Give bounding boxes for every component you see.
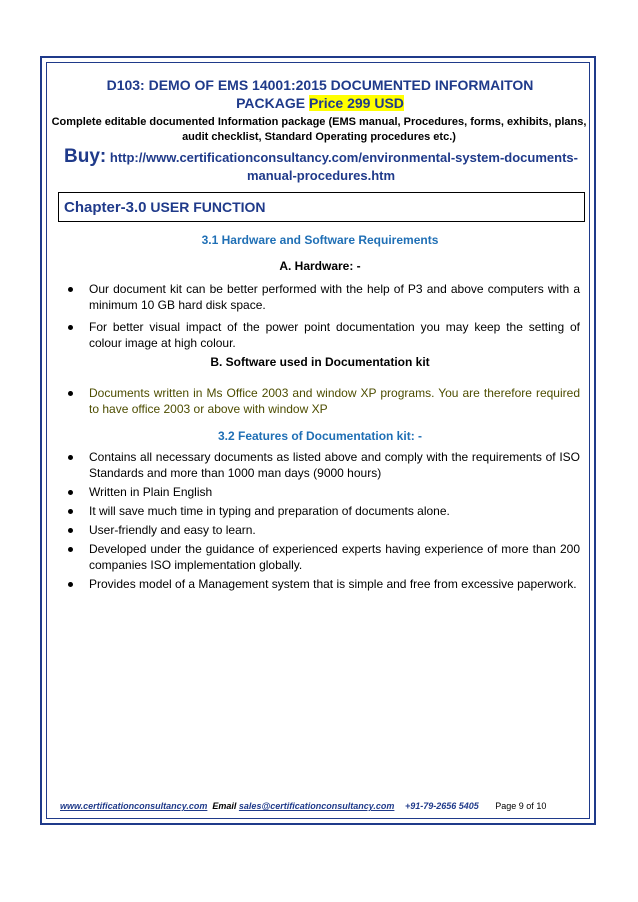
chapter-number: Chapter-3.0 — [64, 199, 147, 216]
list-item-text: Contains all necessary documents as listed above and comply with the requirements of ISO Standards and more than 1000 man days (9000 hours) — [89, 450, 580, 480]
title-line-2: PACKAGE — [236, 95, 306, 111]
list-item-text: Documents written in Ms Office 2003 and window XP programs. You are therefore required to have office 2003 or above with window XP — [89, 386, 580, 416]
bullet-icon — [68, 325, 73, 330]
hardware-list — [64, 281, 580, 357]
footer-email-link[interactable]: sales@certificationconsultancy.com — [238, 801, 395, 811]
bullet-icon — [68, 528, 73, 533]
list-item — [64, 576, 580, 592]
list-item-text: Our document kit can be better performed with the help of P3 and above computers with a minimum 10 GB hard disk space. — [89, 282, 580, 312]
bullet-icon — [68, 582, 73, 587]
chapter-heading — [58, 192, 585, 222]
list-item-text: User-friendly and easy to learn. — [89, 523, 256, 537]
list-item-text: Developed under the guidance of experienced experts having experience of more than 200 companies ISO implementation globally. — [89, 542, 580, 572]
list-item — [64, 319, 580, 351]
bullet-icon — [68, 490, 73, 495]
page-number: Page 9 of 10 — [495, 801, 547, 811]
list-item-text: Written in Plain English — [89, 485, 213, 499]
list-item — [64, 541, 580, 573]
buy-section — [56, 148, 586, 185]
price-badge: Price 299 USD — [308, 95, 404, 111]
features-list — [64, 449, 580, 595]
page-footer — [60, 800, 590, 812]
software-list — [64, 385, 580, 423]
list-item — [64, 281, 580, 313]
list-item — [64, 484, 580, 500]
bullet-icon — [68, 509, 73, 514]
list-item — [64, 503, 580, 519]
list-item-text: Provides model of a Management system that is simple and free from excessive paperwork. — [89, 577, 577, 591]
bullet-icon — [68, 287, 73, 292]
bullet-icon — [68, 547, 73, 552]
footer-phone: +91-79-2656 5405 — [404, 801, 479, 811]
buy-link[interactable]: http://www.certificationconsultancy.com/environmental-system-documents-manual-procedures.htm — [109, 150, 578, 183]
list-item — [64, 449, 580, 481]
list-item — [64, 385, 580, 417]
footer-website-link[interactable]: www.certificationconsultancy.com — [60, 801, 208, 811]
bullet-icon — [68, 391, 73, 396]
list-item-text: It will save much time in typing and preparation of documents alone. — [89, 504, 450, 518]
list-item-text: For better visual impact of the power point documentation you may keep the setting of colour image at high colour. — [89, 320, 580, 350]
list-item — [64, 522, 580, 538]
software-heading: B. Software used in Documentation kit — [210, 355, 430, 369]
buy-label: Buy: — [64, 146, 107, 167]
footer-email-label: Email — [212, 801, 237, 811]
bullet-icon — [68, 455, 73, 460]
chapter-title: USER FUNCTION — [150, 199, 266, 215]
hardware-heading: A. Hardware: - — [279, 259, 361, 273]
document-title — [60, 76, 580, 112]
section-3-1-heading: 3.1 Hardware and Software Requirements — [201, 233, 439, 247]
section-3-2-heading: 3.2 Features of Documentation kit: - — [217, 429, 423, 443]
document-subtitle: Complete editable documented Information package (EMS manual, Procedures, forms, exhibits, plans, audit checklist, Standard Operating procedures etc.) — [51, 116, 587, 143]
title-line-1: D103: DEMO OF EMS 14001:2015 DOCUMENTED INFORMAITON — [106, 77, 534, 93]
